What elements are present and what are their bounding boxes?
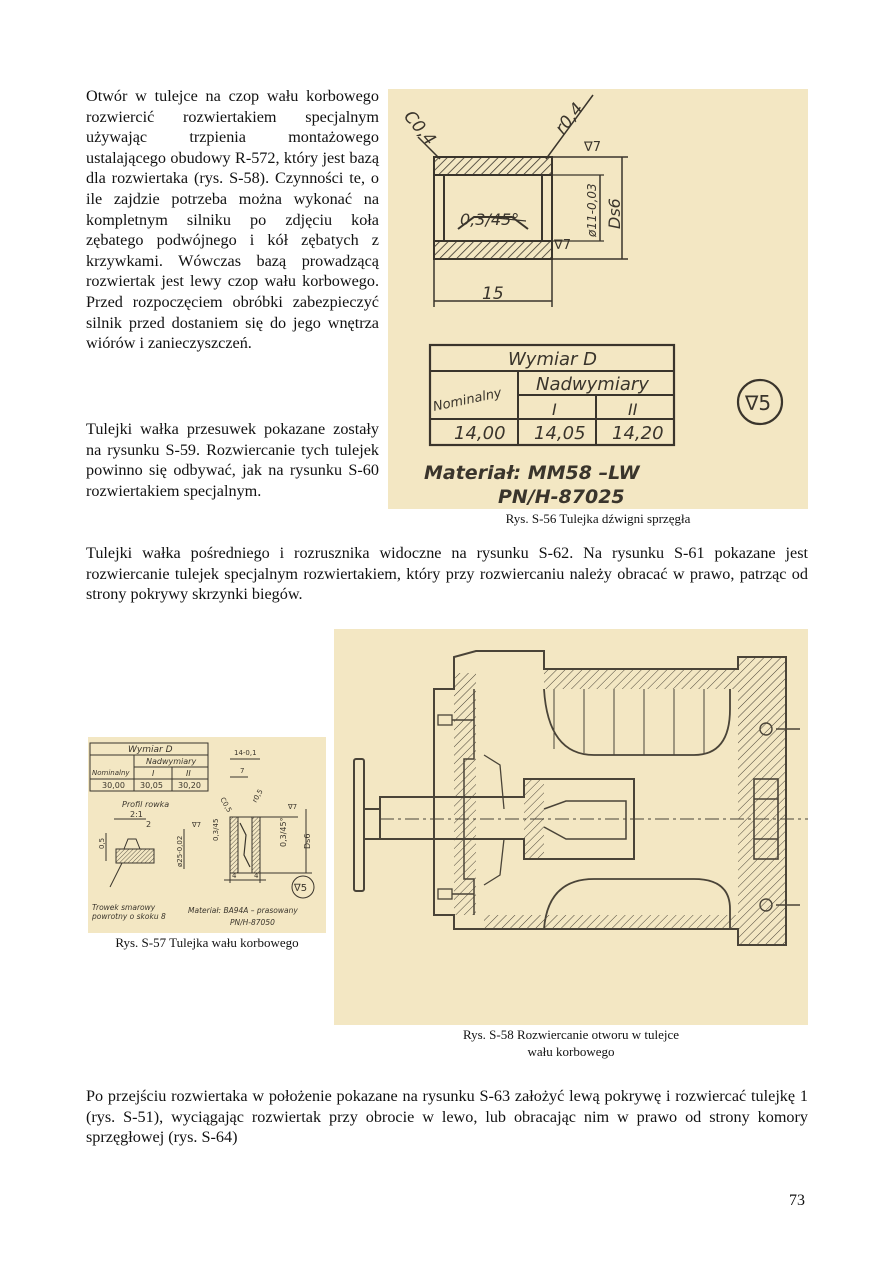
s57-dim-chamfer: 0,3/45: [212, 818, 220, 841]
figure-s57-crankshaft-bush: [88, 737, 326, 933]
s56-inner-chamfer: 0,3/45°: [460, 210, 520, 229]
s56-value-i: 14,05: [534, 423, 586, 444]
s57-value-nominal: 30,00: [102, 781, 125, 790]
s56-col-oversize: Nadwymiary: [536, 374, 649, 395]
s56-outer-diameter: Ds6: [605, 198, 624, 229]
s57-groove-note-2: powrotny o skoku 8: [92, 912, 166, 921]
s57-value-ii: 30,20: [178, 781, 201, 790]
s57-dim-05: 0,5: [98, 837, 106, 849]
s56-length: 15: [482, 284, 504, 304]
s57-dim-4a: 4: [232, 872, 237, 880]
figure-s58-caption: [334, 1026, 808, 1060]
s57-profile-scale: 2:1: [130, 810, 143, 819]
s56-roughness-top: ∇7: [584, 140, 601, 155]
s57-roughness: ∇7: [192, 821, 202, 829]
s56-standard: PN/H-87025: [498, 486, 625, 508]
paragraph-left-cover-reaming: Po przejściu rozwiertaka w położenie pokazane na rysunku S-63 założyć lewą pokrywę i rozwiercać tulejkę 1 (rys. S-51), wyciągając rozwiertak przy obrocie w lewo, lub obracając nim w prawo od strony komory sprzęgłowej (rys. S-64): [86, 1087, 808, 1147]
figure-s57-caption: Rys. S-57 Tulejka wału korbowego: [115, 935, 299, 950]
paragraph-shift-shaft-bushes: Tulejki wałka przesuwek pokazane zostały na rysunku S-59. Rozwiercanie tych tulejek powinno się odbywać, jak na rysunku S-60 rozwiertakiem specjalnym.: [86, 420, 379, 500]
s56-finish-symbol: ∇5: [745, 391, 772, 415]
s57-dim-top: 14-0,1: [234, 749, 257, 757]
page-number: 73: [789, 1192, 805, 1209]
figure-s58-caption-line2: wału korbowego: [527, 1044, 615, 1059]
s56-col-ii: II: [628, 400, 638, 419]
s56-material: Materiał: MM58 –LW: [424, 462, 640, 484]
s57-finish-symbol: ∇5: [294, 883, 308, 894]
s57-c05: C0,5: [218, 796, 234, 814]
s57-material-1: Materiał: BA94A – prasowany: [188, 906, 298, 915]
s57-col-oversize: Nadwymiary: [146, 757, 197, 766]
s57-col-i: I: [152, 769, 155, 778]
s56-value-nominal: 14,00: [454, 423, 506, 444]
s57-table-title: Wymiar D: [128, 745, 173, 755]
figure-s56-clutch-lever-bush: [388, 89, 808, 509]
s57-dim-7: 7: [240, 767, 245, 775]
s56-chamfer-right: r0,4: [551, 99, 588, 139]
s57-dim-diameter: ø25-0,02: [176, 835, 184, 867]
s56-roughness-bottom: ∇7: [554, 238, 571, 253]
paragraph-intermediate-shaft-bushes: Tulejki wałka pośredniego i rozrusznika widoczne na rysunku S-62. Na rysunku S-61 pokazane jest rozwiercanie tulejek specjalnym rozwiertakiem, który przy rozwiercaniu należy obracać w prawo, patrząc od strony pokrywy skrzynki biegów.: [86, 544, 808, 604]
s56-table-title: Wymiar D: [508, 349, 597, 370]
figure-s58-reaming-section: [334, 629, 808, 1025]
s57-dim-chamfer-2: 0,3/45°: [279, 817, 288, 847]
s56-chamfer-left: C0,4: [399, 106, 440, 150]
s57-roughness-2: ∇7: [288, 803, 298, 811]
s57-dim-4b: 4: [254, 872, 259, 880]
paragraph-reaming-crankshaft-bush: Otwór w tulejce na czop wału korbowego rozwiercić rozwiertakiem specjalnym używając trzpienia montażowego ustalającego obudowy R-572, który jest bazą dla rozwiertaka (rys. S-58). Czynności te, o ile zajdzie potrzeba można wykonać na kompletnym silniku po zdjęciu koła zębatego podwójnego i kół zębatych z krzywkami. Wówczas bazą prowadzącą rozwiertak jest lewy czop wału korbowego. Przed rozpoczęciem obróbki zabezpieczyć silnik przed dostaniem się do jego wnętrza wiórów i zanieczyszczeń.: [86, 87, 379, 353]
s56-value-ii: 14,20: [612, 423, 664, 444]
s57-col-nominal: Nominalny: [92, 769, 130, 777]
s57-r05: r0,5: [250, 787, 265, 804]
s57-col-ii: II: [186, 769, 191, 778]
figure-s58-caption-line1: Rys. S-58 Rozwiercanie otworu w tulejce: [462, 1027, 680, 1042]
figure-s56-caption: Rys. S-56 Tulejka dźwigni sprzęgła: [505, 511, 691, 526]
s57-value-i: 30,05: [140, 781, 163, 790]
s56-col-nominal: Nominalny: [431, 385, 504, 415]
s56-inner-diameter: ø11-0,03: [585, 183, 599, 237]
s57-dim-2: 2: [146, 820, 152, 829]
s56-col-i: I: [552, 400, 557, 419]
s57-dim-ds: Ds6: [303, 833, 312, 849]
s57-groove-note-1: Trowek smarowy: [92, 903, 156, 912]
s57-material-2: PN/H-87050: [230, 918, 275, 927]
s57-profile-label: Profil rowka: [122, 800, 170, 809]
